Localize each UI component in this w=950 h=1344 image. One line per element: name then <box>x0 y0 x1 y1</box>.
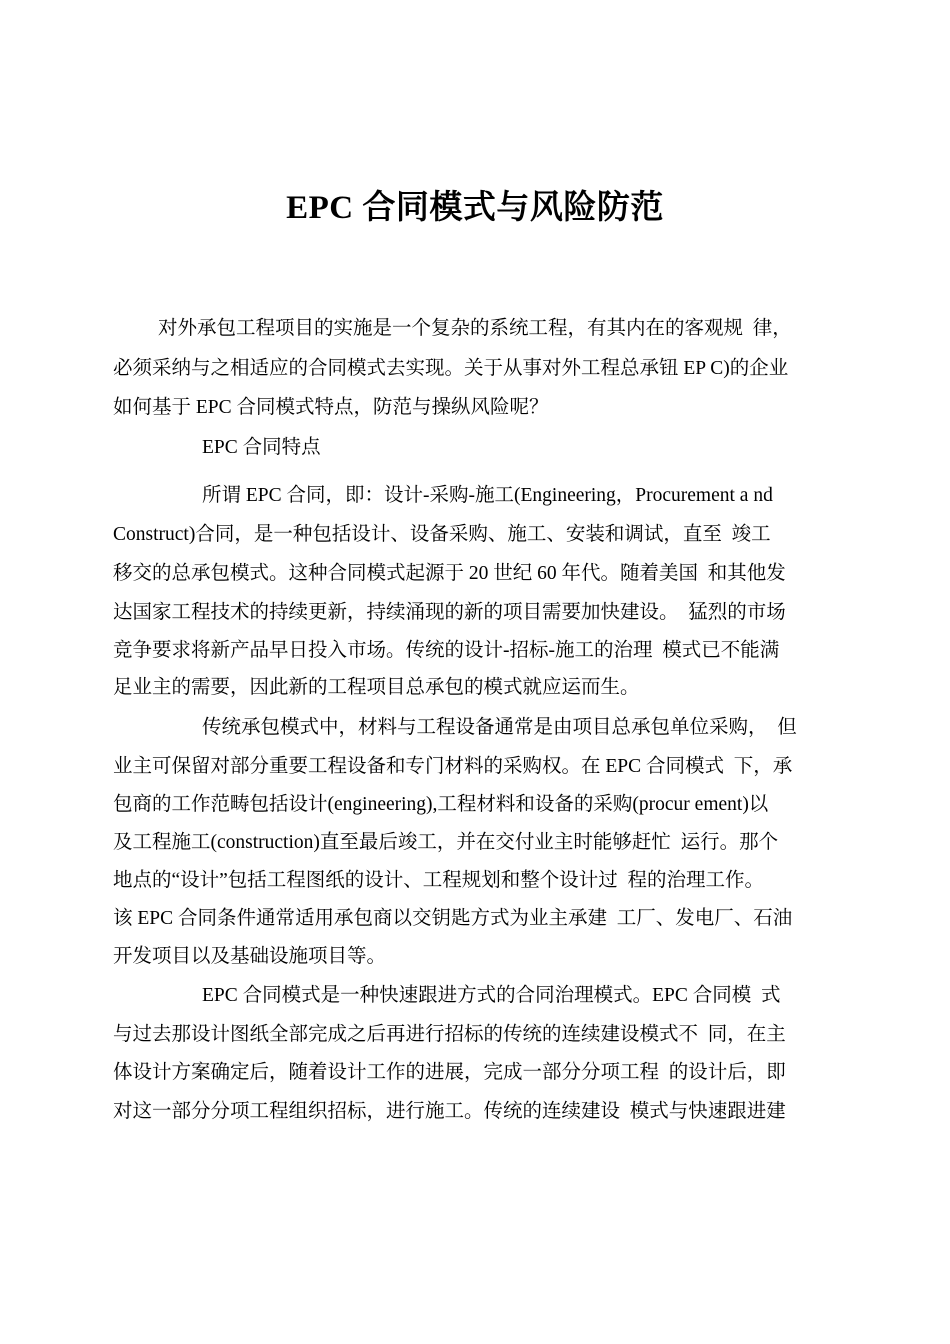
paragraph-line: 包商的工作范畴包括设计(engineering),工程材料和设备的采购(procur ement)以 <box>113 794 769 815</box>
paragraph-line: 竞争要求将新产品早日投入市场。传统的设计-招标-施工的治理 模式已不能满 <box>113 640 780 661</box>
paragraph-line: 对这一部分分项工程组织招标，进行施工。传统的连续建设 模式与快速跟进建 <box>113 1101 786 1122</box>
paragraph-line: EPC 合同模式是一种快速跟进方式的合同治理模式。EPC 合同模 式 <box>202 985 781 1006</box>
paragraph-line: 如何基于 EPC 合同模式特点，防范与操纵风险呢？ <box>113 397 549 418</box>
paragraph-line: 对外承包工程项目的实施是一个复杂的系统工程，有其内在的客观规 律， <box>158 318 792 339</box>
document-title: EPC 合同模式与风险防范 <box>286 190 664 226</box>
paragraph-line: 移交的总承包模式。这种合同模式起源于 20 世纪 60 年代。随着美国 和其他发 <box>113 563 786 584</box>
paragraph-line: 体设计方案确定后，随着设计工作的进展，完成一部分分项工程 的设计后，即 <box>113 1062 786 1083</box>
paragraph-line: 地点的“设计”包括工程图纸的设计、工程规划和整个设计过 程的治理工作。 <box>113 870 765 891</box>
paragraph-line: 业主可保留对部分重要工程设备和专门材料的采购权。在 EPC 合同模式 下，承 <box>113 756 793 777</box>
paragraph-line: 及工程施工(construction)直至最后竣工，并在交付业主时能够赶忙 运行。那个 <box>113 832 779 853</box>
section-heading: EPC 合同特点 <box>202 437 321 458</box>
paragraph-line: 达国家工程技术的持续更新，持续涌现的新的项目需要加快建设。 猛烈的市场 <box>113 602 786 623</box>
paragraph-line: 足业主的需要，因此新的工程项目总承包的模式就应运而生。 <box>113 677 640 698</box>
paragraph-line: 必须采纳与之相适应的合同模式去实现。关于从事对外工程总承钮 EP C)的企业 <box>113 358 789 379</box>
paragraph-line: 开发项目以及基础设施项目等。 <box>113 946 387 967</box>
paragraph-line: Construct)合同，是一种包括设计、设备采购、施工、安装和调试，直至 竣工 <box>113 524 771 545</box>
paragraph-line: 传统承包模式中，材料与工程设备通常是由项目总承包单位采购， 但 <box>202 717 797 738</box>
paragraph-line: 与过去那设计图纸全部完成之后再进行招标的传统的连续建设模式不 同，在主 <box>113 1024 786 1045</box>
paragraph-line: 所谓 EPC 合同，即：设计-采购-施工(Engineering，Procurement a nd <box>202 485 773 506</box>
paragraph-line: 该 EPC 合同条件通常适用承包商以交钥匙方式为业主承建 工厂、发电厂、石油 <box>113 908 793 929</box>
